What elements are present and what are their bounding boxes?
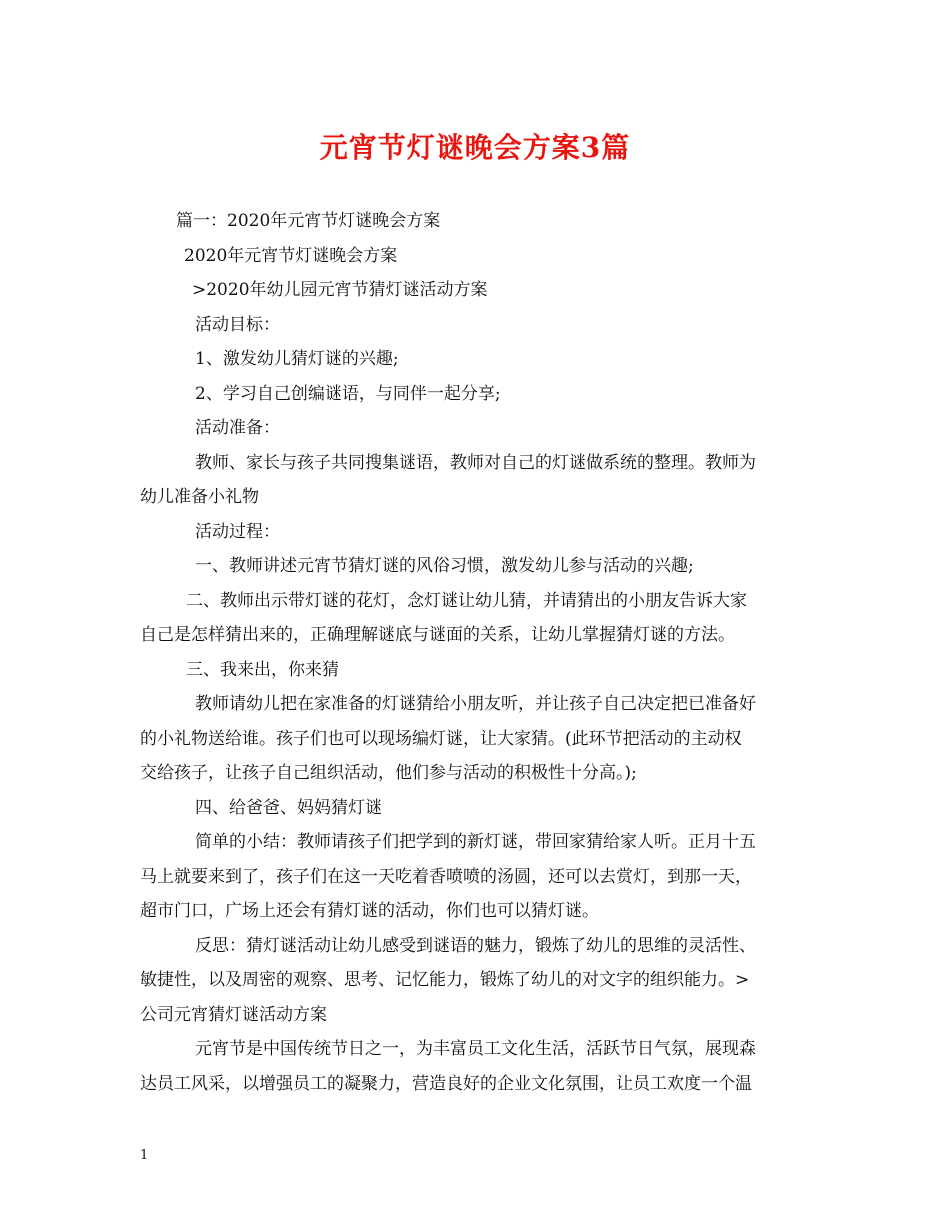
paragraph-line: 达员工风采，以增强员工的凝聚力，营造良好的企业文化氛围，让员工欢度一个温: [140, 1073, 752, 1094]
paragraph-line: 幼儿准备小礼物: [140, 487, 259, 507]
paragraph-line: 反思：猜灯谜活动让幼儿感受到谜语的魅力，锻炼了幼儿的思维的灵活性、: [195, 935, 756, 956]
paragraph-line: 马上就要来到了，孩子们在这一天吃着香喷喷的汤圆，还可以去赏灯，到那一天，: [140, 866, 752, 887]
document-body: [140, 204, 812, 1101]
paragraph-line: >2020年幼儿园元宵节猜灯谜活动方案: [192, 280, 488, 300]
paragraph-line: 活动过程：: [195, 521, 280, 542]
page-number: 1: [140, 1148, 149, 1163]
paragraph-line: 篇一：2020年元宵节灯谜晚会方案: [176, 211, 441, 231]
paragraph-line: 教师请幼儿把在家准备的灯谜猜给小朋友听，并让孩子自己决定把已准备好: [195, 694, 756, 714]
paragraph-line: 一、教师讲述元宵节猜灯谜的风俗习惯，激发幼儿参与活动的兴趣;: [195, 556, 694, 576]
paragraph-line: 自己是怎样猜出来的，正确理解谜底与谜面的关系，让幼儿掌握猜灯谜的方法。: [140, 625, 735, 645]
paragraph-line: 二、教师出示带灯谜的花灯，念灯谜让幼儿猜，并请猜出的小朋友告诉大家: [186, 590, 747, 611]
paragraph-line: 活动准备：: [195, 418, 280, 438]
paragraph-line: 三、我来出，你来猜: [186, 659, 339, 680]
paragraph-line: 敏捷性，以及周密的观察、思考、记忆能力，锻炼了幼儿的对文字的组织能力。>: [140, 970, 750, 990]
paragraph-line: 超市门口，广场上还会有猜灯谜的活动，你们也可以猜灯谜。: [140, 901, 599, 921]
paragraph-line: 2020年元宵节灯谜晚会方案: [184, 245, 398, 266]
paragraph-line: 元宵节是中国传统节日之一，为丰富员工文化生活，活跃节日气氛，展现森: [195, 1039, 756, 1059]
paragraph-line: 简单的小结：教师请孩子们把学到的新灯谜，带回家猜给家人听。正月十五: [195, 832, 756, 852]
paragraph-line: 1、激发幼儿猜灯谜的兴趣;: [195, 349, 399, 369]
paragraph-line: 交给孩子，让孩子自己组织活动，他们参与活动的积极性十分高。);: [140, 763, 637, 783]
paragraph-line: 的小礼物送给谁。孩子们也可以现场编灯谜，让大家猜。(此环节把活动的主动权: [140, 728, 742, 749]
paragraph-line: 2、学习自己创编谜语，与同伴一起分享;: [195, 383, 501, 404]
document-title: 元宵节灯谜晚会方案3篇: [319, 131, 631, 164]
paragraph-line: 四、给爸爸、妈妈猜灯谜: [195, 797, 382, 818]
paragraph-line: 公司元宵猜灯谜活动方案: [140, 1004, 327, 1025]
paragraph-line: 教师、家长与孩子共同搜集谜语，教师对自己的灯谜做系统的整理。教师为: [195, 452, 756, 473]
paragraph-line: 活动目标：: [195, 314, 280, 335]
